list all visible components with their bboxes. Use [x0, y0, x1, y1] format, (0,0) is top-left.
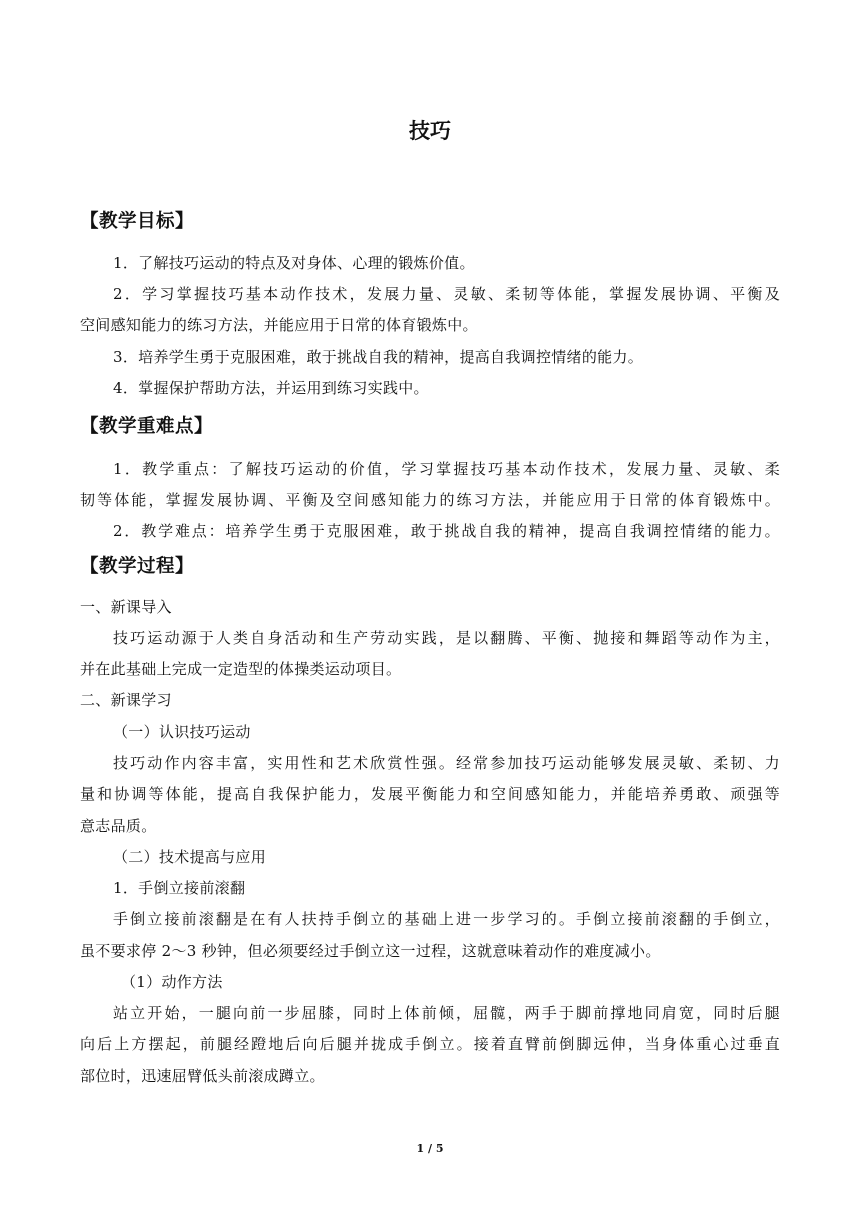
paragraph-line: 技巧动作内容丰富，实用性和艺术欣赏性强。经常参加技巧运动能够发展灵敏、柔韧、力	[113, 754, 780, 772]
paragraph-line: 部位时，迅速屈臂低头前滚成蹲立。	[80, 1067, 325, 1085]
paragraph-line: 向后上方摆起，前腿经蹬地后向后腿并拢成手倒立。接着直臂前倒脚远伸，当身体重心过垂直	[80, 1035, 780, 1053]
paragraph-line: 意志品质。	[80, 817, 157, 835]
objective-line: 4．掌握保护帮助方法，并运用到练习实践中。	[113, 379, 429, 397]
section-heading: 一、新课导入	[80, 598, 172, 616]
key-points-heading: 【教学重难点】	[80, 416, 214, 437]
objectives-heading: 【教学目标】	[80, 211, 195, 232]
page-number: 1 / 5	[416, 1142, 444, 1155]
paragraph-line: 并在此基础上完成一定造型的体操类运动项目。	[80, 660, 402, 678]
key-point-line: 1．教学重点：了解技巧运动的价值，学习掌握技巧基本动作技术，发展力量、灵敏、柔	[113, 460, 780, 478]
section-heading: 二、新课学习	[80, 691, 172, 709]
paragraph-line: 手倒立接前滚翻是在有人扶持手倒立的基础上进一步学习的。手倒立接前滚翻的手倒立，	[113, 910, 780, 928]
key-point-line: 韧等体能，掌握发展协调、平衡及空间感知能力的练习方法，并能应用于日常的体育锻炼中。	[80, 491, 780, 509]
objective-line: 2．学习掌握技巧基本动作技术，发展力量、灵敏、柔韧等体能，掌握发展协调、平衡及	[113, 285, 780, 303]
page-title: 技巧	[409, 119, 451, 143]
paragraph-line: 站立开始，一腿向前一步屈膝，同时上体前倾，屈髋，两手于脚前撑地同肩宽，同时后腿	[113, 1004, 780, 1022]
paragraph-line: 量和协调等体能，提高自我保护能力，发展平衡能力和空间感知能力，并能培养勇敢、顽强等	[80, 785, 780, 803]
item-subheading: （1）动作方法	[121, 973, 223, 991]
paragraph-line: 虽不要求停 2～3 秒钟，但必须要经过手倒立这一过程，这就意味着动作的难度减小。	[80, 942, 661, 960]
objective-line: 空间感知能力的练习方法，并能应用于日常的体育锻炼中。	[80, 316, 478, 334]
subsection-heading: （一）认识技巧运动	[113, 723, 251, 741]
key-point-line: 2．教学难点：培养学生勇于克服困难，敢于挑战自我的精神，提高自我调控情绪的能力。	[113, 522, 780, 540]
objective-line: 3．培养学生勇于克服困难，敢于挑战自我的精神，提高自我调控情绪的能力。	[113, 348, 644, 366]
objective-line: 1．了解技巧运动的特点及对身体、心理的锻炼价值。	[113, 254, 475, 272]
paragraph-line: 技巧运动源于人类自身活动和生产劳动实践，是以翻腾、平衡、抛接和舞蹈等动作为主，	[113, 629, 780, 647]
item-heading: 1．手倒立接前滚翻	[113, 879, 246, 897]
subsection-heading: （二）技术提高与应用	[113, 848, 267, 866]
process-heading: 【教学过程】	[80, 556, 195, 577]
